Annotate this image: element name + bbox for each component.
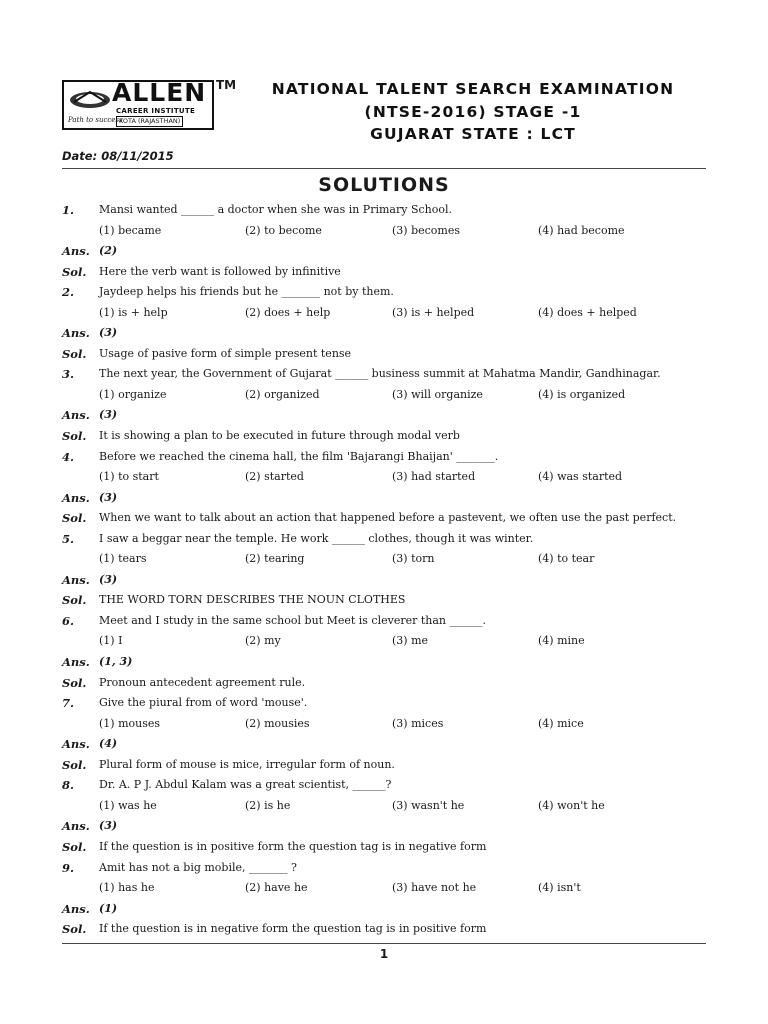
answer-value: (3) (99, 326, 118, 340)
question-number: 4. (62, 449, 75, 464)
option-2: (2) have he (245, 881, 308, 895)
option-2: (2) tearing (245, 552, 305, 566)
question-text: Give the piural from of word 'mouse'. (99, 696, 308, 710)
option-3: (3) me (392, 634, 429, 648)
solution-text: If the question is in positive form the question tag is in negative form (99, 839, 487, 853)
option-1: (1) tears (99, 552, 147, 566)
question-text: I saw a beggar near the temple. He work ______ clothes, though it was winter. (99, 531, 534, 545)
answer-value: (4) (99, 737, 118, 751)
exam-title (228, 78, 718, 146)
solution-label: Sol. (62, 839, 87, 854)
solution-text: Plural form of mouse is mice, irregular form of noun. (99, 757, 395, 771)
option-3: (3) is + helped (392, 305, 475, 319)
exam-title-line-1: NATIONAL TALENT SEARCH EXAMINATION (271, 80, 675, 98)
solution-label: Sol. (62, 675, 87, 690)
question-block (62, 858, 722, 940)
exam-title-line-2: (NTSE-2016) STAGE -1 (364, 102, 582, 121)
option-2: (2) my (245, 634, 281, 648)
solution-label: Sol. (62, 922, 87, 937)
allen-emblem-icon (68, 88, 112, 110)
question-number: 1. (62, 203, 75, 217)
question-block (62, 364, 722, 446)
logo-institute: CAREER INSTITUTE (116, 107, 196, 115)
answer-row (62, 488, 722, 509)
answer-row (62, 816, 722, 837)
question-row (62, 775, 722, 796)
answer-row (62, 899, 722, 920)
question-number: 9. (62, 860, 75, 875)
question-block (62, 693, 722, 775)
solution-label: Sol. (62, 429, 87, 444)
option-3: (3) mices (392, 716, 444, 730)
option-1: (1) was he (99, 798, 157, 812)
option-4: (4) to tear (538, 552, 595, 566)
trademark: TM (216, 78, 237, 92)
option-2: (2) to become (245, 223, 322, 237)
option-2: (2) started (245, 470, 304, 484)
options-row (62, 303, 722, 324)
option-2: (2) organized (245, 387, 320, 401)
option-3: (3) had started (392, 470, 476, 484)
question-row (62, 200, 722, 221)
question-text: Amit has not a big mobile, _______ ? (99, 860, 297, 874)
allen-logo (62, 80, 214, 130)
logo-city: KOTA (RAJASTHAN) (116, 116, 183, 127)
option-1: (1) has he (99, 881, 155, 895)
option-1: (1) I (99, 634, 123, 648)
answer-row (62, 405, 722, 426)
solution-text: When we want to talk about an action that happened before a pastevent, we often use the past perfect. (99, 511, 677, 525)
answer-row (62, 652, 722, 673)
solution-row (62, 837, 722, 858)
question-number: 2. (62, 285, 75, 300)
answer-label: Ans. (62, 408, 90, 423)
question-text: Before we reached the cinema hall, the film 'Bajarangi Bhaijan' _______. (99, 449, 499, 463)
solution-row (62, 508, 722, 529)
option-3: (3) have not he (392, 881, 477, 895)
solution-text: Pronoun antecedent agreement rule. (99, 675, 306, 689)
question-number: 7. (62, 696, 75, 711)
answer-label: Ans. (62, 737, 90, 752)
question-block (62, 282, 722, 364)
question-row (62, 282, 722, 303)
answer-value: (3) (99, 819, 118, 833)
solution-text: If the question is in negative form the question tag is in positive form (99, 922, 487, 936)
option-1: (1) is + help (99, 305, 168, 319)
option-2: (2) does + help (245, 305, 331, 319)
solution-label: Sol. (62, 264, 87, 279)
question-text: The next year, the Government of Gujarat ______ business summit at Mahatma Mandir, Gandhinagar. (99, 367, 661, 381)
option-1: (1) to start (99, 470, 159, 484)
exam-date: Date: 08/11/2015 (62, 149, 174, 163)
option-1: (1) organize (99, 387, 167, 401)
option-3: (3) becomes (392, 223, 460, 237)
question-row (62, 529, 722, 550)
question-block (62, 447, 722, 529)
page-header (62, 78, 722, 148)
option-3: (3) wasn't he (392, 798, 465, 812)
question-row (62, 858, 722, 879)
solution-text: It is showing a plan to be executed in future through modal verb (99, 429, 460, 443)
solution-text: THE WORD TORN DESCRIBES THE NOUN CLOTHES (99, 593, 406, 607)
question-text: Jaydeep helps his friends but he _______ not by them. (99, 285, 394, 299)
answer-row (62, 241, 722, 262)
logo-tagline: Path to success (68, 116, 123, 124)
option-4: (4) is organized (538, 387, 626, 401)
question-row (62, 447, 722, 468)
option-1: (1) became (99, 223, 162, 237)
option-4: (4) isn't (538, 881, 581, 895)
answer-row (62, 323, 722, 344)
answer-label: Ans. (62, 490, 90, 505)
question-block (62, 611, 722, 693)
question-text: Mansi wanted ______ a doctor when she was in Primary School. (99, 203, 452, 216)
question-text: Dr. A. P J. Abdul Kalam was a great scientist, ______? (99, 778, 392, 792)
question-block (62, 529, 722, 611)
options-row (62, 714, 722, 735)
footer-divider (62, 943, 706, 944)
solution-label: Sol. (62, 757, 87, 772)
answer-value: (3) (99, 408, 118, 422)
solution-label: Sol. (62, 593, 87, 608)
option-3: (3) torn (392, 552, 435, 566)
exam-title-line-3: GUJARAT STATE : LCT (370, 125, 576, 143)
solutions-list (62, 200, 722, 940)
answer-value: (1) (99, 901, 118, 915)
option-4: (4) mice (538, 716, 584, 730)
question-text: Meet and I study in the same school but Meet is cleverer than ______. (99, 613, 487, 627)
options-row (62, 385, 722, 406)
options-row (62, 796, 722, 817)
options-row (62, 549, 722, 570)
question-block (62, 200, 722, 282)
option-2: (2) mousies (245, 716, 310, 730)
page-number: 1 (379, 947, 389, 961)
question-number: 6. (62, 613, 75, 628)
answer-label: Ans. (62, 572, 90, 587)
answer-label: Ans. (62, 901, 90, 916)
solution-row (62, 755, 722, 776)
question-row (62, 693, 722, 714)
page-title: SOLUTIONS (318, 174, 450, 196)
options-row (62, 467, 722, 488)
solution-row (62, 919, 722, 940)
question-row (62, 364, 722, 385)
solution-text: Usage of pasive form of simple present tense (99, 346, 352, 360)
answer-label: Ans. (62, 326, 90, 341)
question-number: 5. (62, 531, 75, 546)
question-row (62, 611, 722, 632)
answer-value: (3) (99, 490, 118, 504)
answer-label: Ans. (62, 819, 90, 834)
solution-text: Here the verb want is followed by infinitive (99, 264, 341, 278)
options-row (62, 878, 722, 899)
option-4: (4) had become (538, 223, 625, 237)
answer-label: Ans. (62, 244, 90, 259)
option-2: (2) is he (245, 798, 291, 812)
option-4: (4) was started (538, 470, 623, 484)
question-block (62, 775, 722, 857)
options-row (62, 631, 722, 652)
option-3: (3) will organize (392, 387, 483, 401)
answer-value: (2) (99, 244, 118, 258)
solution-row (62, 262, 722, 283)
solution-row (62, 344, 722, 365)
options-row (62, 221, 722, 242)
option-4: (4) won't he (538, 798, 605, 812)
answer-value: (3) (99, 572, 118, 586)
logo-brand: ALLEN (112, 80, 207, 107)
answer-row (62, 734, 722, 755)
option-1: (1) mouses (99, 716, 161, 730)
question-number: 3. (62, 367, 75, 382)
answer-row (62, 570, 722, 591)
header-divider (62, 168, 706, 169)
question-number: 8. (62, 778, 75, 793)
solution-row (62, 673, 722, 694)
option-4: (4) does + helped (538, 305, 637, 319)
solution-row (62, 426, 722, 447)
solution-row (62, 590, 722, 611)
solution-label: Sol. (62, 511, 87, 526)
solution-label: Sol. (62, 346, 87, 361)
answer-value: (1, 3) (99, 655, 133, 669)
answer-label: Ans. (62, 655, 90, 670)
option-4: (4) mine (538, 634, 585, 648)
